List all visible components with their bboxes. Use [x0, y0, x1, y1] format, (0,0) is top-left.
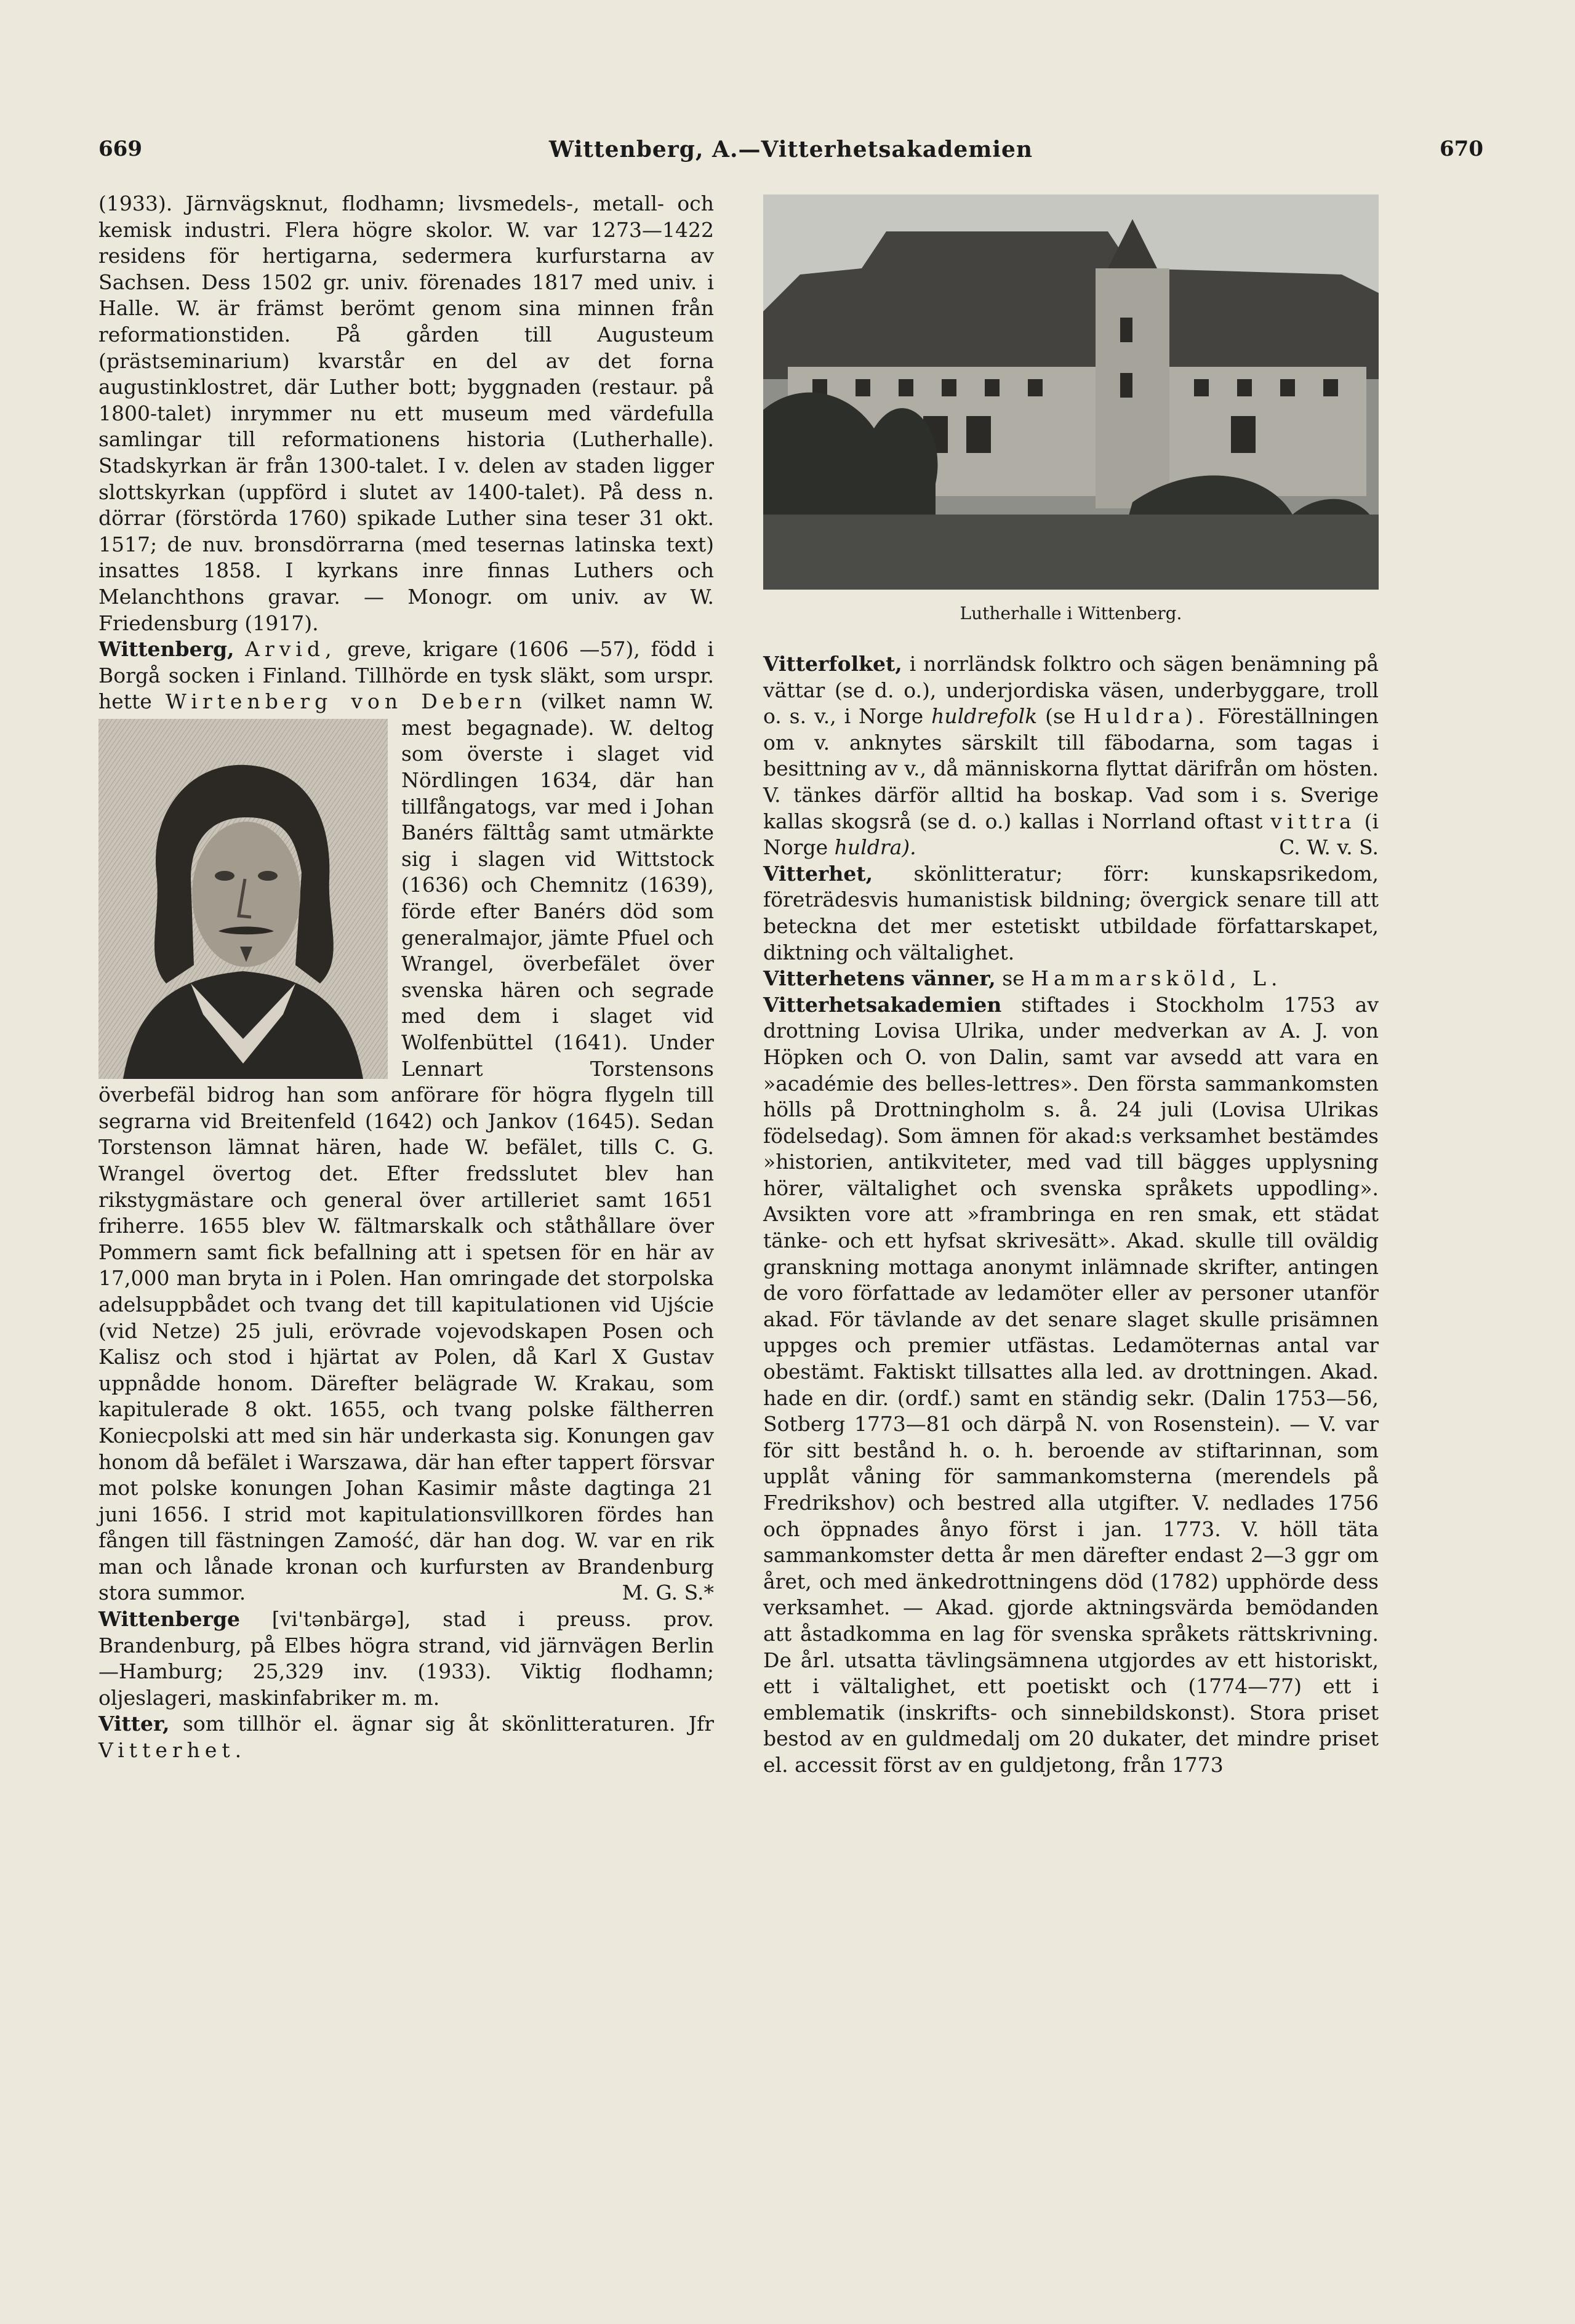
entry-crossref: Hammarsköld, L.	[1031, 966, 1283, 991]
entry-text: (se	[1045, 704, 1076, 729]
building-photo-icon	[763, 194, 1379, 590]
running-title: Wittenberg, A.—Vitterhetsakademien	[548, 137, 1033, 162]
entry-vitterhet	[763, 861, 1379, 966]
entry-text: greve, krigare (1606 —57), född i Borgå socken i Finland. Tillhörde en tysk släkt, som urspr. hette	[98, 637, 714, 714]
entry-headword: Vitterhetsakademien	[763, 992, 1002, 1017]
entry-vitterhetens-vanner	[763, 966, 1379, 992]
entry-headword: Vitterhetens vänner,	[763, 966, 996, 991]
entry-text: som tillhör el. ägnar sig åt skönlitteraturen. Jfr	[182, 1712, 714, 1736]
entry-vitter	[98, 1711, 714, 1763]
entry-headword: Vitter,	[98, 1712, 170, 1736]
entry-headword: Vitterhet,	[763, 861, 873, 886]
portrait-image	[98, 719, 388, 1079]
entry-text: [vi'tənbärgə], stad i preuss. prov. Brandenburg, på Elbes högra strand, vid järnvägen Berlin—Hamburg; 25,329 inv. (1933). Viktig flodhamn; oljeslageri, maskinfabriker m. m.	[98, 1607, 714, 1710]
entry-headword: Wittenberge	[98, 1607, 241, 1632]
entry-text-continued: (vilket namn W. mest begagnade). W. deltog som överste i slaget vid Nördlingen 1634, där han tillfångatogs, var med i Johan Banérs fälttåg samt utmärkte sig i slagen vid Wittstock (1636) och Chemnitz (1639), förde efter Banérs död som generalmajor, jämte Pfuel och Wrangel, överbefälet över svenska hären och segrade med dem i slaget vid Wolfenbüttel (1641). Under Lennart Torstensons överbefäl bidrog han som anförare för högra flygeln till segrarna vid Breitenfeld (1642) och Jankov (1645). Sedan Torstenson lämnat hären, hade W. befälet, tills C. G. Wrangel övertog det. Efter fredsslutet blev han rikstygmästare och general över artilleriet samt 1651 friherre. 1655 blev W. fältmarskalk och ståthållare över Pommern samt fick befallning att i spetsen för en här av 17,000 man bryta in i Polen. Han omringade det storpolska adelsuppbådet och tvang det till kapitulationen vid Ujście (vid Netze) 25 juli, erövrade vojevodskapen Posen och Kalisz och stod i hjärtat av Polen, då Karl X Gustav uppnådde honom. Därefter belägrade W. Krakau, som kapitulerade 8 okt. 1655, och tvang polske fältherren Koniecpolski att med sin här underkasta sig. Konungen gav honom då befälet i Warszawa, där han efter tappert försvar mot polske konungen Johan Kasimir måste dagtinga 21 juni 1656. I strid mot kapitulationsvillkoren fördes han fången till fästningen Zamość, där han dog. W. var en rik man och lånade kronan och kurfursten av Brandenburg stora summor.	[98, 689, 714, 1605]
entry-signature: M. G. S.*	[622, 1581, 714, 1605]
page-number-right: 670	[1440, 137, 1483, 161]
entry-signature: C. W. v. S.	[1279, 835, 1379, 860]
entry-headword: Wittenberg,	[98, 637, 234, 662]
right-column	[763, 191, 1379, 1779]
entry-text: skönlitteratur; förr: kunskapsrikedom, företrädesvis humanistisk bildning; övergick senare till att beteckna det mer estetiskt utbildade författarskapet, diktning och vältalighet.	[763, 861, 1379, 964]
entry-text: Föreställningen om v. anknytes särskilt till fäbodarna, som tagas i besittning av v., då människorna flyttat därifrån om hösten. V. tänkes därför alltid ha boskap. Vad som i s. Sverige kallas skogsrå (se d. o.) kallas i Norrland oftast	[763, 704, 1379, 833]
entry-wittenberg-arvid	[98, 636, 714, 1606]
photo-caption: Lutherhalle i Wittenberg.	[960, 603, 1182, 623]
entry-text: se	[1002, 966, 1025, 991]
entry-wittenberge	[98, 1606, 714, 1711]
entry-spaced: vittra	[1270, 809, 1357, 833]
lutherhalle-photo	[763, 194, 1379, 590]
wittenberg-city-text: (1933). Järnvägsknut, flodhamn; livsmedels-, metall- och kemisk industri. Flera högre skolor. W. var 1273—1422 residens för hertigarna, sedermera kurfurstarna av Sachsen. Dess 1502 gr. univ. förenades 1817 med univ. i Halle. W. är främst berömt genom sina minnen från reformationstiden. På gården till Augusteum (prästseminarium) kvarstår en del av det forna augustinklostret, där Luther bott; byggnaden (restaur. på 1800-talet) inrymmer nu ett museum med värdefulla samlingar till reformationens historia (Lutherhalle). Stadskyrkan är från 1300-talet. I v. delen av staden ligger slottskyrkan (uppförd i slutet av 1400-talet). På dess n. dörrar (förstörda 1760) spikade Luther sina teser 31 okt. 1517; de nuv. bronsdörrarna (med tesernas latinska text) insattes 1858. I kyrkans inre finnas Luthers och Melanchthons gravar. — Monogr. om univ. av W. Friedensburg (1917).	[98, 191, 714, 635]
entry-crossref: Vitterhet.	[98, 1738, 247, 1763]
entry-vitterfolket	[763, 651, 1379, 861]
entry-spaced-name: Wirtenberg von Debern	[166, 689, 527, 714]
entry-vitterhetsakademien	[763, 992, 1379, 1779]
entry-italic: huldra).	[834, 835, 916, 860]
entry-italic: huldrefolk	[931, 704, 1038, 729]
entry-headword: Vitterfolket,	[763, 652, 902, 676]
entry-firstname: Arvid,	[245, 637, 337, 662]
left-column	[98, 191, 714, 1764]
page-header	[98, 137, 1483, 174]
page-number-left: 669	[98, 137, 142, 161]
entry-text: (i Norge	[763, 809, 1379, 860]
entry-text: stiftades i Stockholm 1753 av drottning Lovisa Ulrika, under medverkan av A. J. von Höpken och O. von Dalin, samt var avsedd att vara en »académie des belles-lettres». Den första sammankomsten hölls på Drottningholm s. å. 24 juli (Lovisa Ulrikas födelsedag). Som ämnen för akad:s verksamhet bestämdes »historien, antikviteter, med vad till bägges upplysning hörer, vältalighet och svenska språkets uppodling». Avsikten vore att »frambringa en ren smak, ett städat tänke- och ett hyfsat skrivesätt». Akad. skulle till oväldig granskning mottaga anonymt inlämnade skrifter, antingen de voro författade av ledamöter eller av personer utanför akad. För tävlande av det senare slaget skulle prisämnen uppges och premier utfästas. Ledamöternas antal var obestämt. Faktiskt tillsattes alla led. av drottningen. Akad. hade en dir. (ordf.) samt en ständig sekr. (Dalin 1753—56, Sotberg 1773—81 och därpå N. von Rosenstein). — V. var för sitt bestånd h. o. h. beroende av stiftarinnan, som upplåt våning för sammankomsterna (merendels på Fredrikshov) och bestred alla utgifter. V. nedlades 1756 och öppnades ånyo först i jan. 1773. V. höll täta sammankomster detta år men därefter endast 2—3 ggr om året, och med änkedrottningens död (1782) upphörde dess verksamhet. — Akad. gjorde aktningsvärda bemödanden att åstadkomma en lag för svenska språkets rättskrivning. De årl. utsatta tävlingsämnena utgjordes av ett historiskt, ett i vältalighet, ett poetiskt och (1774—77) ett i emblematik (inskrifts- och sinnebildskonst). Stora priset bestod av en guldmedalj om 20 dukater, det mindre priset el. accessit först av en guldjetong, från 1773	[763, 992, 1379, 1777]
entry-text: i norrländsk folktro och sägen benämning på vättar (se d. o.), underjordiska väsen, underbyggare, troll o. s. v., i Norge	[763, 652, 1379, 729]
entry-crossref: Huldra).	[1083, 704, 1209, 729]
portrait-engraving-icon	[98, 719, 388, 1079]
